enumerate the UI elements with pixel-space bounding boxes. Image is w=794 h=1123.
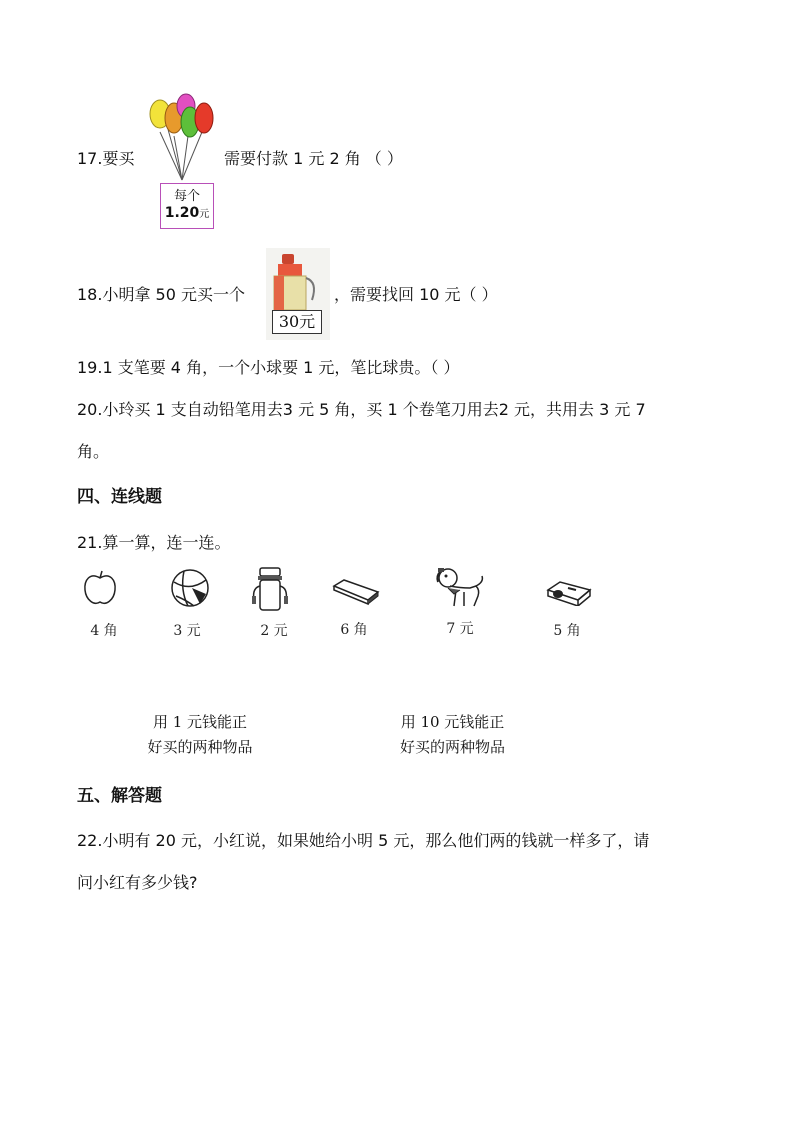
q21-title: 21.算一算，连一连。 [77,533,231,552]
eraser-icon [332,578,380,606]
q20-line1: 20.小玲买 1 支自动铅笔用去3 元 5 角，买 1 个卷笔刀用去2 元，共用去 3 元 7 [77,400,646,419]
group-1yuan [135,710,265,760]
q18-prefix: 18.小明拿 50 元买一个 [77,285,245,304]
eraser-price: 6 角 [340,622,368,638]
q22-line1: 22.小明有 20 元，小红说，如果她给小明 5 元，那么他们两的钱就一样多了，请 [77,831,650,850]
bottle-price-tag: 30元 [272,310,322,334]
q22-line2: 问小红有多少钱? [77,873,198,892]
group-10yuan-line2: 好买的两种物品 [399,738,505,756]
cup-price: 2 元 [260,623,288,639]
ball-icon [168,568,212,610]
apple-price: 4 角 [90,623,118,639]
sharpener-price: 5 角 [553,623,581,639]
cup-icon [250,566,290,614]
group-1yuan-line2: 好买的两种物品 [147,738,253,756]
section-heading: 五、解答题 [77,786,162,806]
toy-dog-icon [434,566,486,612]
price-tag-unit: 元 [199,209,210,220]
balloon-price-tag [160,183,214,229]
apple-icon [82,568,118,608]
q18-suffix: ，需要找回 10 元（ ） [334,285,498,304]
price-tag-value: 1.20 [164,205,200,221]
group-10yuan [385,710,520,760]
group-10yuan-line1: 用 10 元钱能正 [400,713,505,731]
section-heading: 四、连线题 [77,487,162,507]
q20-line2: 角。 [77,442,110,461]
pencil-sharpener-icon [546,580,592,606]
toy-dog-price: 7 元 [446,621,474,637]
ball-price: 3 元 [173,623,201,639]
q17-suffix: 需要付款 1 元 2 角 （ ） [224,149,403,168]
price-tag-line1: 每个 [173,189,200,204]
q19-text: 19.1 支笔要 4 角，一个小球要 1 元，笔比球贵。（ ） [77,358,460,377]
balloons-icon [142,92,220,184]
q17-prefix: 17.要买 [77,149,135,168]
group-1yuan-line1: 用 1 元钱能正 [152,713,248,731]
